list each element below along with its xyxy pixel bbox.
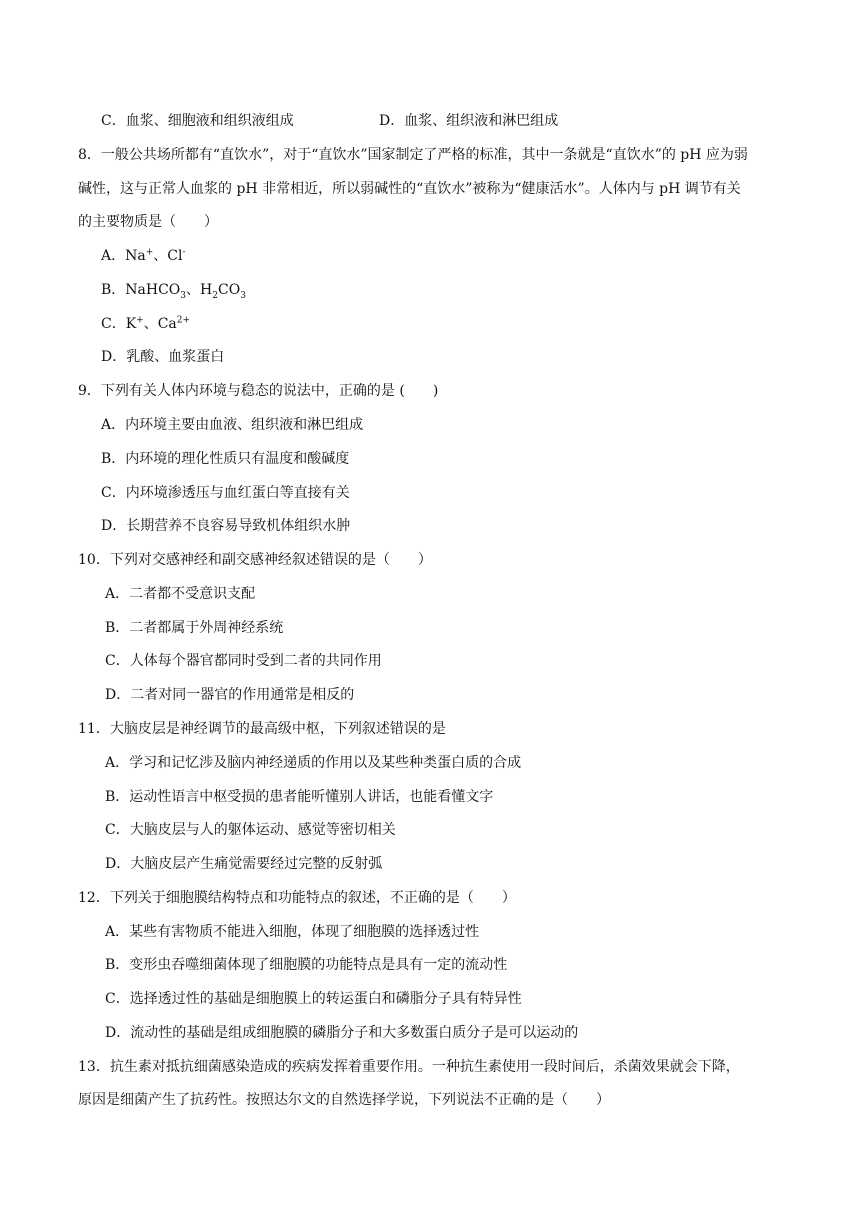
q8-option-c-text: C．K <box>101 316 137 332</box>
q8-option-b-subscript: 3 <box>240 290 246 301</box>
q12-stem: 12．下列关于细胞膜结构特点和功能特点的叙述，不正确的是（ ） <box>78 890 516 906</box>
q7-option-c: C．血浆、细胞液和组织液组成 <box>101 113 294 129</box>
q12-option-d: D．流动性的基础是组成细胞膜的磷脂分子和大多数蛋白质分子是可以运动的 <box>105 1025 579 1041</box>
q8-option-b-text: 、H <box>186 282 213 298</box>
q8-option-d: D．乳酸、血浆蛋白 <box>101 349 225 365</box>
q10-option-c: C．人体每个器官都同时受到二者的共同作用 <box>105 653 382 669</box>
q8-option-a-superscript: - <box>182 247 186 258</box>
q11-option-a: A．学习和记忆涉及脑内神经递质的作用以及某些种类蛋白质的合成 <box>105 755 522 771</box>
q11-option-d: D．大脑皮层产生痛觉需要经过完整的反射弧 <box>105 856 383 872</box>
q9-option-c: C．内环境渗透压与血红蛋白等直接有关 <box>101 485 350 501</box>
q8-option-a-text: 、Cl <box>153 248 183 264</box>
q8-option-b <box>101 280 246 300</box>
q7-option-d: D．血浆、组织液和淋巴组成 <box>379 113 559 129</box>
q10-option-a: A．二者都不受意识支配 <box>105 586 256 602</box>
q8-option-a <box>101 246 186 266</box>
q8-option-c <box>101 314 190 334</box>
q11-option-c: C．大脑皮层与人的躯体运动、感觉等密切相关 <box>105 822 396 838</box>
q11-option-b: B．运动性语言中枢受损的患者能听懂别人讲话，也能看懂文字 <box>105 789 494 805</box>
q8-option-b-text: CO <box>217 282 241 298</box>
q8-option-c-superscript: 2+ <box>176 315 191 326</box>
q8-option-a-superscript: + <box>145 247 154 258</box>
q10-stem: 10．下列对交感神经和副交感神经叙述错误的是（ ） <box>78 552 432 568</box>
q13-stem-line-2: 原因是细菌产生了抗药性。按照达尔文的自然选择学说，下列说法不正确的是（ ） <box>78 1092 610 1108</box>
q8-option-b-subscript: 3 <box>180 290 187 301</box>
q9-option-d: D．长期营养不良容易导致机体组织水肿 <box>101 518 351 534</box>
q9-option-b: B．内环境的理化性质只有温度和酸碱度 <box>101 451 350 467</box>
q12-option-a: A．某些有害物质不能进入细胞，体现了细胞膜的选择透过性 <box>105 924 480 940</box>
q13-stem-line-1: 13．抗生素对抵抗细菌感染造成的疾病发挥着重要作用。一种抗生素使用一段时间后，杀菌效果就会下降， <box>78 1059 740 1075</box>
q12-option-c: C．选择透过性的基础是细胞膜上的转运蛋白和磷脂分子具有特异性 <box>105 991 522 1007</box>
q8-stem-line-2: 碱性，这与正常人血浆的 pH 非常相近，所以弱碱性的“直饮水”被称为“健康活水”。人体内与 pH 调节有关 <box>78 181 741 197</box>
q8-option-c-text: 、Ca <box>143 316 177 332</box>
q10-option-d: D．二者对同一器官的作用通常是相反的 <box>105 687 355 703</box>
q11-stem: 11．大脑皮层是神经调节的最高级中枢，下列叙述错误的是 <box>78 721 446 737</box>
q9-stem: 9．下列有关人体内环境与稳态的说法中，正确的是 ( ) <box>78 383 439 399</box>
q8-option-c-superscript: + <box>136 315 144 326</box>
q8-stem-line-3: 的主要物质是（ ） <box>78 214 218 230</box>
q10-option-b: B．二者都属于外周神经系统 <box>105 620 284 636</box>
q12-option-b: B．变形虫吞噬细菌体现了细胞膜的功能特点是具有一定的流动性 <box>105 957 508 973</box>
q9-option-a: A．内环境主要由血液、组织液和淋巴组成 <box>101 417 364 433</box>
q8-stem-line-1: 8．一般公共场所都有“直饮水”，对于“直饮水”国家制定了严格的标准，其中一条就是“直饮水”的 pH 应为弱 <box>78 147 748 163</box>
q8-option-a-text: A．Na <box>101 248 146 264</box>
q8-option-b-text: B．NaHCO <box>101 282 181 298</box>
q8-option-b-subscript: 2 <box>212 290 218 301</box>
